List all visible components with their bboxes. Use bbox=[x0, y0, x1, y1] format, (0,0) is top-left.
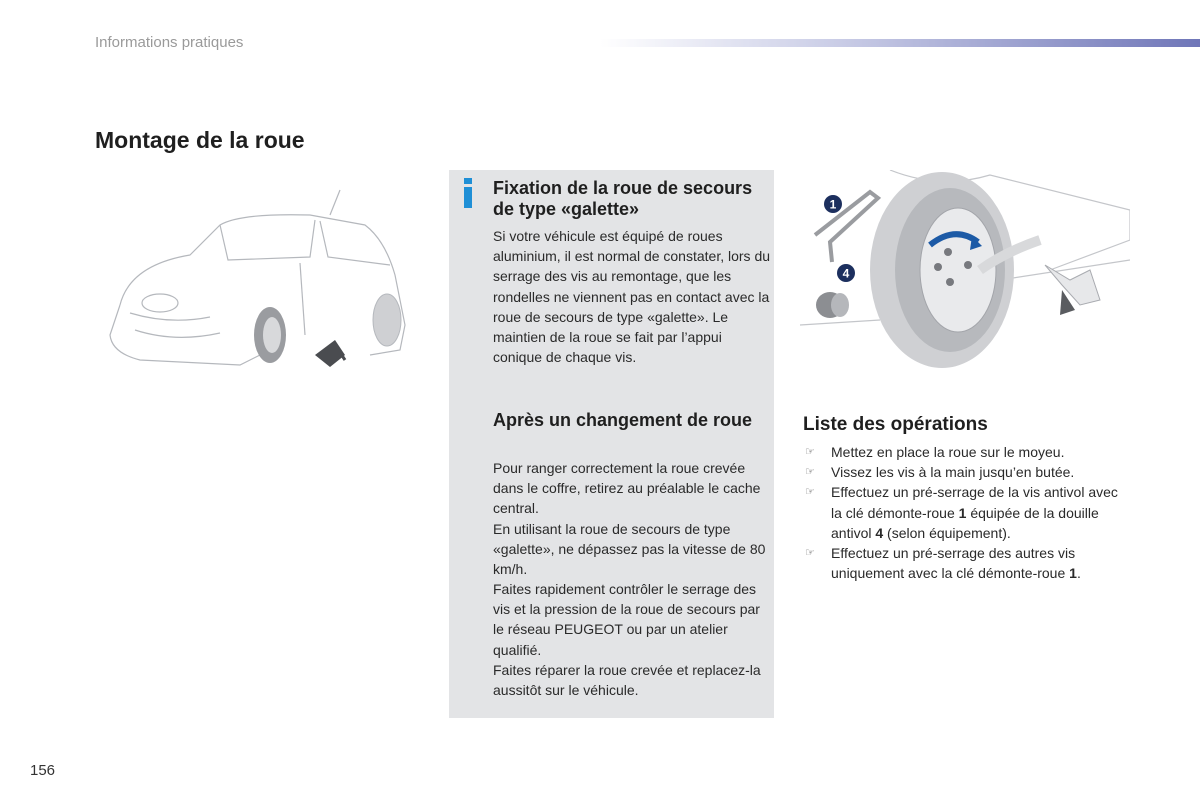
callout-1: 1 bbox=[829, 197, 837, 212]
operation-item bbox=[803, 462, 1123, 482]
operations-list bbox=[803, 442, 1123, 583]
info-paragraph-controle: Faites rapidement contrôler le serrage des vis et la pression de la roue de secours par le réseau PEUGEOT ou par un atelier qualifié. bbox=[493, 581, 760, 658]
info-paragraph-galette: Si votre véhicule est équipé de roues aluminium, il est normal de constater, lors du serrage des vis au remontage, que les rondelles ne viennent pas en contact avec la roue de secours de type «galette». Le maintien de la roue se fait par l’appui conique de chaque vis. bbox=[493, 228, 771, 366]
info-paragraph-vitesse: En utilisant la roue de secours de type «galette», ne dépassez pas la vitesse de 80 km/h. bbox=[493, 521, 766, 578]
operation-text: . bbox=[1076, 565, 1081, 582]
operation-item bbox=[803, 442, 1123, 462]
pointing-hand-icon: ☞ bbox=[805, 466, 815, 479]
operation-key-ref: 1 bbox=[958, 504, 967, 521]
header-section-title: Informations pratiques bbox=[95, 34, 244, 51]
operation-text: Effectuez un pré-serrage de la vis antivol avec la clé démonte-roue bbox=[831, 484, 1118, 521]
operation-text: Mettez en place la roue sur le moyeu. bbox=[831, 444, 1065, 460]
pointing-hand-icon: ☞ bbox=[805, 547, 815, 560]
operation-socket-ref: 4 bbox=[875, 524, 884, 541]
pointing-hand-icon: ☞ bbox=[805, 446, 815, 458]
operation-text: équipée de la douille antivol bbox=[831, 504, 1099, 541]
page-title: Montage de la roue bbox=[95, 127, 305, 153]
operation-item bbox=[803, 543, 1123, 583]
pointing-hand-icon: ☞ bbox=[805, 486, 815, 499]
operations-heading: Liste des opérations bbox=[803, 414, 988, 435]
operation-text: Vissez les vis à la main jusqu’en butée. bbox=[831, 464, 1075, 481]
header-decorative-bar bbox=[600, 39, 1200, 47]
info-heading-apres-changement: Après un changement de roue bbox=[493, 410, 753, 430]
callout-4: 4 bbox=[842, 266, 850, 281]
info-heading-galette: Fixation de la roue de secours de type «galette» bbox=[493, 178, 753, 219]
operation-item bbox=[803, 482, 1123, 543]
operation-text: (selon équipement). bbox=[883, 524, 1011, 541]
page-number: 156 bbox=[30, 762, 56, 779]
info-paragraph-rangement: Pour ranger correctement la roue crevée dans le coffre, retirez au préalable le cache central. bbox=[493, 460, 761, 517]
operation-key-ref: 1 bbox=[1069, 565, 1077, 582]
car-jack-illustration bbox=[100, 185, 420, 385]
wheel-mounting-illustration bbox=[800, 170, 1130, 390]
operation-text: Effectuez un pré-serrage des autres vis uniquement avec la clé démonte-roue bbox=[831, 545, 1076, 582]
info-icon bbox=[462, 178, 474, 208]
info-paragraph-reparation: Faites réparer la roue crevée et replacez-la aussitôt sur le véhicule. bbox=[493, 662, 761, 699]
